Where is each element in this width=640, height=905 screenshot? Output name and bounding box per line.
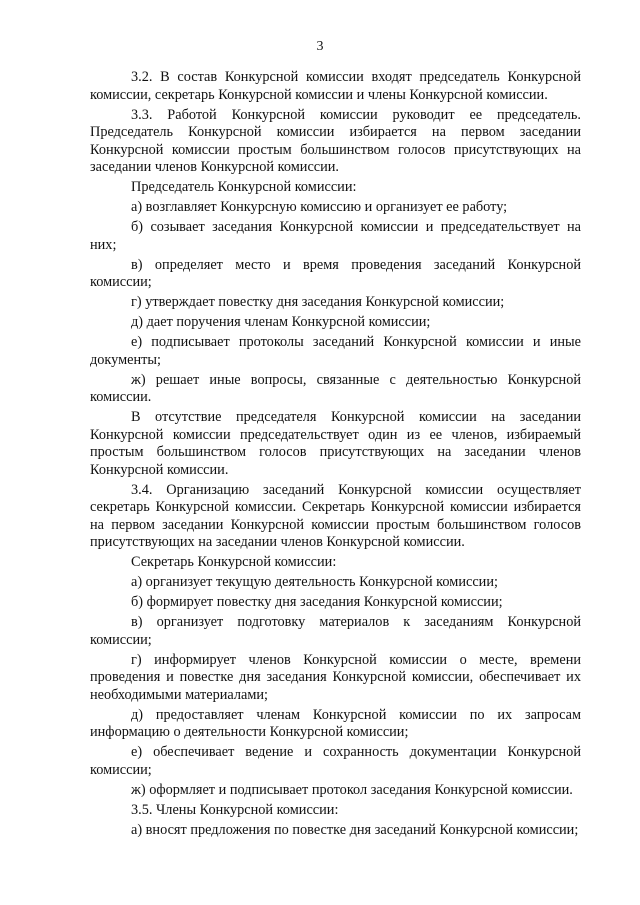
chairman-duty-v: в) определяет место и время проведения заседаний Конкурсной комиссии; [90,256,581,290]
secretary-duty-a: а) организует текущую деятельность Конкурсной комиссии; [131,574,498,590]
page-number: 3 [316,39,324,54]
secretary-duty-g: г) информирует членов Конкурсной комиссии о месте, времени проведения и повестке дня заседания Конкурсной комиссии, обеспечивает их необходимыми материалами; [90,651,581,703]
secretary-duties-heading: Секретарь Конкурсной комиссии: [131,554,337,570]
secretary-duty-d: д) предоставляет членам Конкурсной комиссии по их запросам информацию о деятельности Конкурсной комиссии; [90,706,581,740]
paragraph-3-2: 3.2. В состав Конкурсной комиссии входят председатель Конкурсной комиссии, секретарь Конкурсной комиссии и члены Конкурсной комиссии. [90,69,581,103]
chairman-duty-a: а) возглавляет Конкурсную комиссию и организует ее работу; [131,199,508,215]
chairman-duties-heading: Председатель Конкурсной комиссии: [131,179,357,195]
chairman-duty-e: е) подписывает протоколы заседаний Конкурсной комиссии и иные документы; [90,334,581,368]
chairman-duty-b: б) созывает заседания Конкурсной комиссии и председательствует на них; [90,219,581,253]
member-duty-a: а) вносят предложения по повестке дня заседаний Конкурсной комиссии; [131,821,579,838]
paragraph-3-4: 3.4. Организацию заседаний Конкурсной комиссии осуществляет секретарь Конкурсной комиссии. Секретарь Конкурсной комиссии избирается на первом заседании Конкурсной комиссии простым большинством голосов присутствующих на заседании членов Конкурсной комиссии. [90,481,581,550]
secretary-duty-e: е) обеспечивает ведение и сохранность документации Конкурсной комиссии; [90,744,581,778]
secretary-duty-zh: ж) оформляет и подписывает протокол заседания Конкурсной комиссии. [131,781,573,798]
secretary-duty-b: б) формирует повестку дня заседания Конкурсной комиссии; [131,594,503,610]
secretary-duty-v: в) организует подготовку материалов к заседаниям Конкурсной комиссии; [90,614,581,648]
paragraph-3-5: 3.5. Члены Конкурсной комиссии: [131,801,339,818]
chairman-duty-g: г) утверждает повестку дня заседания Конкурсной комиссии; [131,294,505,310]
paragraph-3-3: 3.3. Работой Конкурсной комиссии руководит ее председатель. Председатель Конкурсной комиссии избирается на первом заседании Конкурсной комиссии простым большинством голосов присутствующих на заседании членов Конкурсной комиссии. [90,106,581,175]
chairman-duty-zh: ж) решает иные вопросы, связанные с деятельностью Конкурсной комиссии. [90,371,581,405]
chairman-absence-paragraph: В отсутствие председателя Конкурсной комиссии на заседании Конкурсной комиссии председательствует один из ее членов, избираемый простым большинством голосов присутствующих на заседании членов Конкурсной комиссии. [90,409,581,478]
chairman-duty-d: д) дает поручения членам Конкурсной комиссии; [131,314,431,330]
document-body [90,69,581,842]
